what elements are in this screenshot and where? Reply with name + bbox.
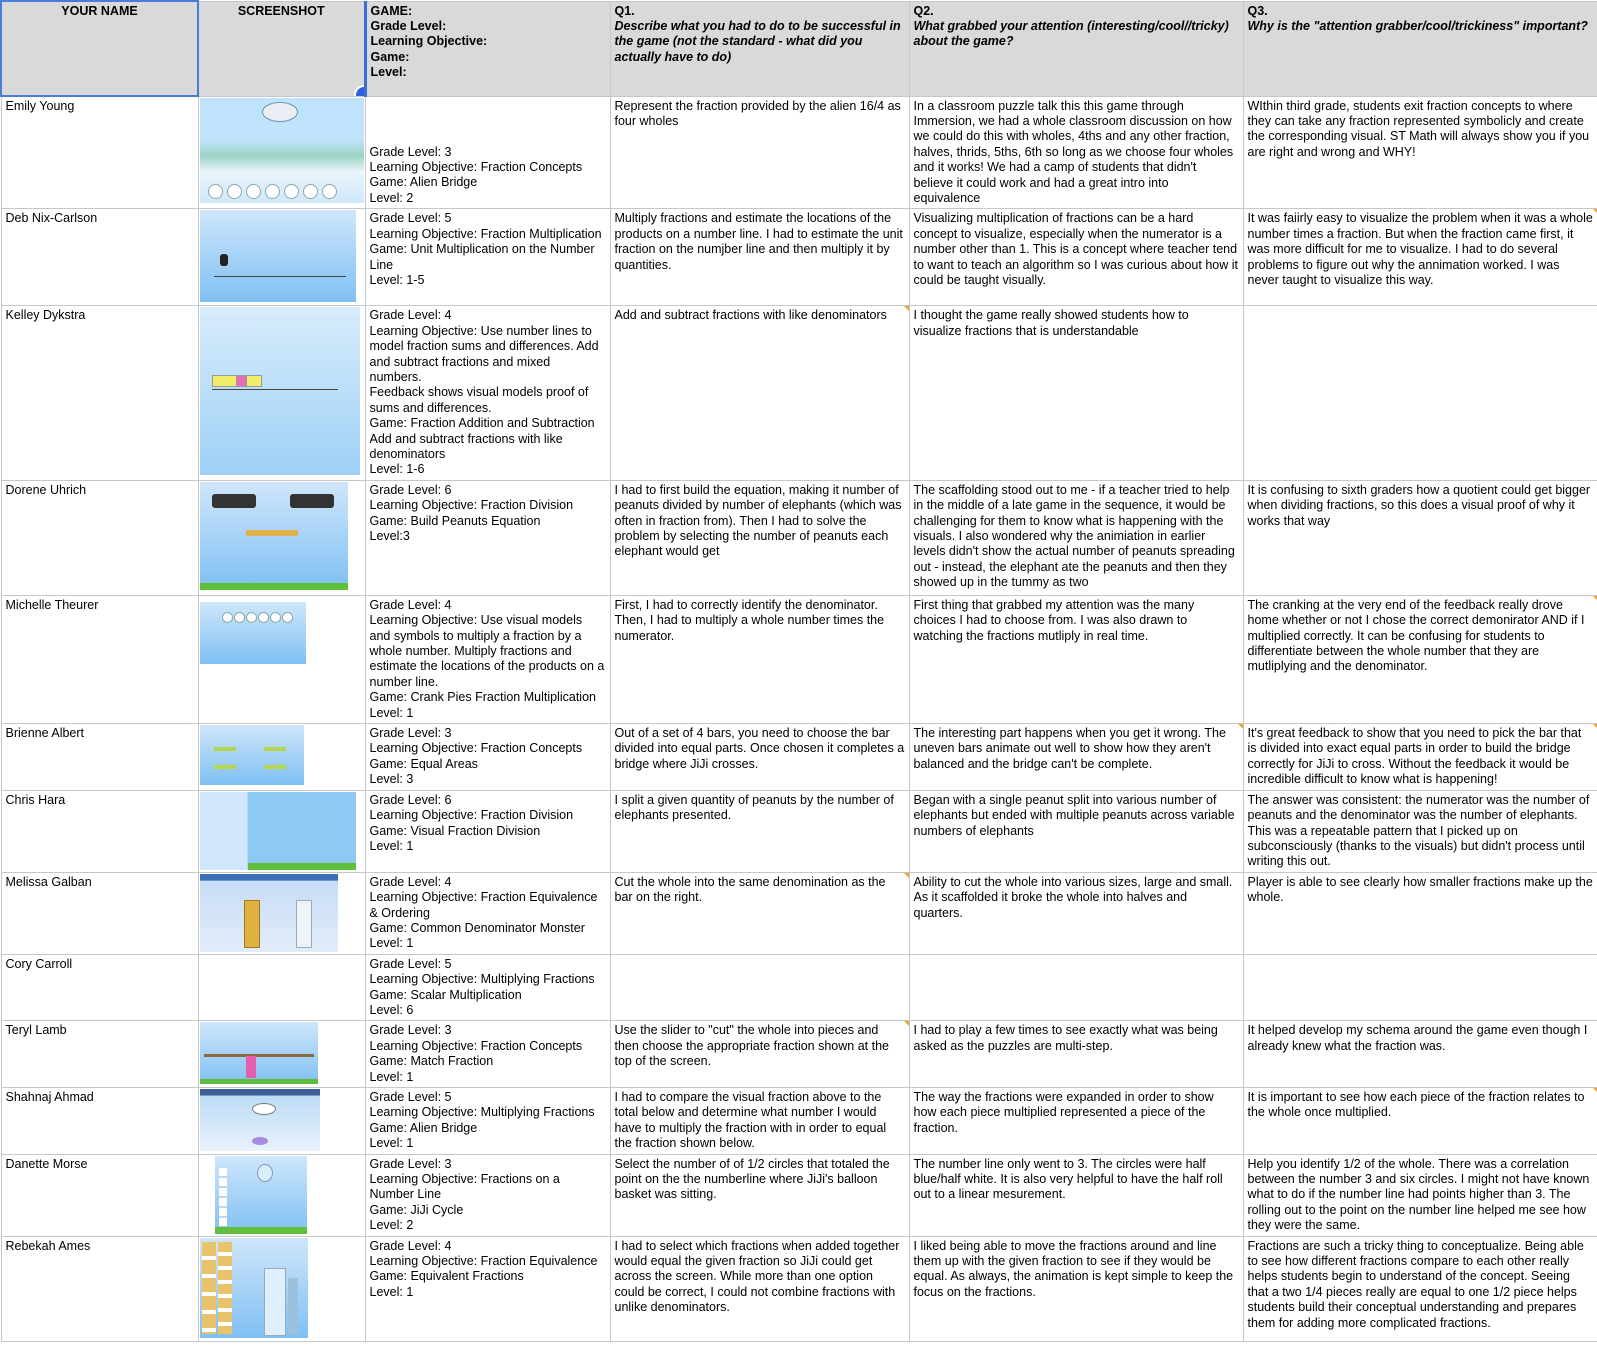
game-line: Level: 1-5 <box>369 272 425 287</box>
screenshot-cell[interactable] <box>198 480 365 595</box>
screenshot-cell[interactable] <box>198 96 365 209</box>
game-line: Level: 2 <box>369 1218 414 1233</box>
game-cell[interactable] <box>365 790 610 872</box>
q1-cell[interactable]: I had to first build the equation, making it number of peanuts divided by number of elephants (which was often in fraction from). Then I had to solve the problem by selecting the number of peanuts each elephant would get <box>610 480 909 595</box>
q1-cell[interactable]: First, I had to correctly identify the denominator. Then, I had to multiply a whole number times the numerator. <box>610 595 909 723</box>
name-cell[interactable]: Chris Hara <box>1 790 198 872</box>
game-line: Grade Level: 4 <box>369 1238 452 1253</box>
q3-cell[interactable]: Fractions are such a tricky thing to conceptualize. Being able to see how different fractions compare to each other really helps students begin to understand of the concept. Seeing that a two 1/4 pieces really are equal to one 1/2 piece helps students build their conceptual understanding and prepares them for adding more complicated fractions. <box>1243 1236 1597 1341</box>
game-line: Level: 1 <box>369 838 414 853</box>
header-row <box>1 1 1597 96</box>
header-q1-text: Describe what you had to do to be successful in the game (not the standard - what did you actually have to do) <box>614 18 901 64</box>
game-line: Learning Objective: Fraction Concepts <box>369 1038 583 1053</box>
table-row <box>1 1088 1597 1155</box>
game-line: Grade Level: 6 <box>369 482 452 497</box>
peanut-row <box>246 530 298 536</box>
screenshot-cell[interactable] <box>198 1154 365 1236</box>
name-cell[interactable]: Emily Young <box>1 96 198 209</box>
header-q1-title: Q1. <box>614 3 635 18</box>
q1-cell[interactable]: Add and subtract fractions with like denominators <box>610 306 909 480</box>
header-screenshot[interactable] <box>198 1 365 96</box>
table-row <box>1 209 1597 306</box>
table-row <box>1 480 1597 595</box>
game-line: Level: 6 <box>369 1002 414 1017</box>
game-screenshot-thumbnail <box>200 210 356 302</box>
game-screenshot-thumbnail <box>200 792 356 870</box>
game-cell[interactable] <box>365 96 610 209</box>
fraction-bar-right <box>296 900 312 948</box>
screenshot-cell[interactable] <box>198 872 365 954</box>
game-line: Game: Crank Pies Fraction Multiplication <box>369 690 596 705</box>
screenshot-cell[interactable] <box>198 724 365 791</box>
jiji-penguin-icon <box>220 254 228 266</box>
header-game-line: Learning Objective: <box>370 34 488 49</box>
game-line: Grade Level: 3 <box>369 144 452 159</box>
screenshot-cell[interactable] <box>198 595 365 723</box>
q1-cell[interactable] <box>610 954 909 1021</box>
q2-cell[interactable]: In a classroom puzzle talk this this game through Immersion, we had a whole classroom discussion on how we could do this with wholes, 4ths and any other fraction, halves, thrids, 5ths, 6th so long as we choose four wholes and it works! We had a camp of students that didn't believe it could work and had a great intro into equivalence <box>909 96 1243 209</box>
game-cell[interactable] <box>365 724 610 791</box>
game-line: Grade Level: 6 <box>369 792 452 807</box>
name-cell[interactable]: Melissa Galban <box>1 872 198 954</box>
q3-cell[interactable]: The answer was consistent: the numerator was the number of peanuts and the denominator was the number of elephants. This was a repeatable pattern that I picked up on subconsciously (thanks to the visuals) but didn't process until writing this out. <box>1243 790 1597 872</box>
q3-cell[interactable]: It is confusing to sixth graders how a quotient could get bigger when dividing fractions, so this does a visual proof of why it works that way <box>1243 480 1597 595</box>
q3-cell[interactable]: WIthin third grade, students exit fraction concepts to where they can take any fraction represented symbolicly and create the corresponding visual. ST Math will always show you if you are right and wrong and WHY! <box>1243 96 1597 209</box>
q3-cell[interactable] <box>1243 954 1597 1021</box>
q3-cell[interactable] <box>1243 306 1597 480</box>
screenshot-cell[interactable] <box>198 1021 365 1088</box>
header-q3[interactable] <box>1243 1 1597 96</box>
game-line: Level: 1-6 <box>369 462 425 477</box>
header-game[interactable] <box>365 1 610 96</box>
game-line: Learning Objective: Multiplying Fractions <box>369 1105 595 1120</box>
game-cell[interactable] <box>365 209 610 306</box>
balloon-icon <box>257 1164 273 1182</box>
game-line: Learning Objective: Fraction Concepts <box>369 741 583 756</box>
game-cell[interactable] <box>365 954 610 1021</box>
game-line: Level: 3 <box>369 772 414 787</box>
game-line: Learning Objective: Fractions on a Number Line <box>369 1172 560 1202</box>
game-line: Game: Unit Multiplication on the Number Line <box>369 242 595 272</box>
name-cell[interactable]: Michelle Theurer <box>1 595 198 723</box>
game-line: Learning Objective: Fraction Division <box>369 498 574 513</box>
game-line: Game: Fraction Addition and Subtraction Add and subtract fractions with like denominators <box>369 416 595 461</box>
header-q2-text: What grabbed your attention (interesting/cool//tricky) about the game? <box>913 18 1229 49</box>
q2-cell[interactable]: I thought the game really showed students how to visualize fractions that is understandable <box>909 306 1243 480</box>
game-line: Level: 1 <box>369 936 414 951</box>
q3-cell[interactable]: Player is able to see clearly how smaller fractions make up the whole. <box>1243 872 1597 954</box>
q1-cell[interactable]: Select the number of of 1/2 circles that totaled the point on the the numberline where JiJi's balloon basket was sitting. <box>610 1154 909 1236</box>
q2-cell[interactable]: The scaffolding stood out to me - if a teacher tried to help in the middle of a late game in the sequence, it would be challenging for them to know what is happening with the visuals. I also wondered why the animiation in earlier levels didn't show the actual number of peanuts spreading out - instead, the elephant ate the peanuts and then they showed up in the tummy as two <box>909 480 1243 595</box>
q1-cell[interactable]: I had to compare the visual fraction above to the total below and determine what number I would have to multiply the fraction with in order to equal the fraction shown below. <box>610 1088 909 1155</box>
q3-cell[interactable]: It helped develop my schema around the game even though I already knew what the fraction was. <box>1243 1021 1597 1088</box>
table-row <box>1 595 1597 723</box>
game-cell[interactable] <box>365 595 610 723</box>
q2-cell[interactable] <box>909 954 1243 1021</box>
header-game-line: Level: <box>370 65 407 80</box>
game-line: Grade Level: 4 <box>369 874 452 889</box>
name-cell[interactable]: Cory Carroll <box>1 954 198 1021</box>
game-line: Grade Level: 3 <box>369 726 452 741</box>
game-line: Grade Level: 4 <box>369 597 452 612</box>
game-line: Grade Level: 5 <box>369 1090 452 1104</box>
game-screenshot-thumbnail <box>200 602 306 664</box>
q1-cell[interactable]: Use the slider to "cut" the whole into pieces and then choose the appropriate fraction shown at the top of the screen. <box>610 1021 909 1088</box>
selection-fill-handle[interactable] <box>354 85 366 97</box>
game-line: Game: Alien Bridge <box>369 1120 478 1135</box>
screenshot-cell[interactable] <box>198 1088 365 1155</box>
alien-ship-icon <box>262 102 298 122</box>
header-q3-title: Q3. <box>1247 3 1268 18</box>
game-line: Grade Level: 4 <box>369 308 452 323</box>
header-your-name[interactable]: YOUR NAME <box>1 1 198 96</box>
q3-cell[interactable]: It is important to see how each piece of the fraction relates to the whole once multiplied. <box>1243 1088 1597 1155</box>
name-cell[interactable]: Rebekah Ames <box>1 1236 198 1341</box>
game-cell[interactable] <box>365 872 610 954</box>
game-line: Learning Objective: Fraction Concepts <box>369 159 583 174</box>
q1-cell[interactable]: I had to select which fractions when added together would equal the given fraction so JiJi could get across the screen. While more than one option could be correct, I could not combine fractions with unlike denominators. <box>610 1236 909 1341</box>
game-line: Game: Scalar Multiplication <box>369 987 522 1002</box>
game-line: Learning Objective: Fraction Equivalence & Ordering <box>369 890 598 920</box>
game-line: Game: JiJi Cycle <box>369 1202 464 1217</box>
game-line: Level:3 <box>369 529 410 544</box>
name-cell[interactable]: Brienne Albert <box>1 724 198 791</box>
q2-cell[interactable]: Visualizing multiplication of fractions can be a hard concept to visualize, especially when the numerator is a number other than 1. This is a concept where teacher tend to want to teach an algorithm so I was curious about how it could be taught visually. <box>909 209 1243 306</box>
game-line: Feedback shows visual models proof of sums and differences. <box>369 385 589 415</box>
screenshot-cell[interactable] <box>198 790 365 872</box>
table-row <box>1 724 1597 791</box>
name-cell[interactable]: Deb Nix-Carlson <box>1 209 198 306</box>
name-cell[interactable]: Dorene Uhrich <box>1 480 198 595</box>
game-line: Grade Level: 5 <box>369 956 452 971</box>
game-screenshot-thumbnail <box>215 1156 307 1234</box>
screenshot-cell[interactable] <box>198 306 365 480</box>
game-line: Learning Objective: Fraction Division <box>369 808 574 823</box>
table-row <box>1 1236 1597 1341</box>
q2-cell[interactable]: Began with a single peanut split into various number of elephants but ended with multiple peanuts across variable numbers of elephants <box>909 790 1243 872</box>
game-line: Grade Level: 3 <box>369 1156 452 1171</box>
q3-cell[interactable]: Help you identify 1/2 of the whole. There was a correlation between the number 3 and six circles. I might not have known what to do if the number line had points higher than 3. The rolling out to the point on the number line helped me see how they were the same. <box>1243 1154 1597 1236</box>
game-line: Learning Objective: Use number lines to model fraction sums and differences. Add and subtract fractions and mixed numbers. <box>369 323 599 384</box>
table-row <box>1 1021 1597 1088</box>
game-screenshot-thumbnail <box>200 98 364 203</box>
screenshot-cell[interactable] <box>198 954 365 1021</box>
q1-cell[interactable]: Cut the whole into the same denomination as the bar on the right. <box>610 872 909 954</box>
name-cell[interactable]: Shahnaj Ahmad <box>1 1088 198 1155</box>
game-screenshot-thumbnail <box>200 725 304 785</box>
game-cell[interactable] <box>365 1088 610 1155</box>
game-line: Learning Objective: Fraction Equivalence <box>369 1254 598 1269</box>
game-line: Level: 1 <box>369 1136 414 1151</box>
q1-cell[interactable]: I split a given quantity of peanuts by the number of elephants presented. <box>610 790 909 872</box>
game-line: Game: Visual Fraction Division <box>369 823 541 838</box>
game-cell[interactable] <box>365 306 610 480</box>
q2-cell[interactable]: I liked being able to move the fractions around and line them up with the given fraction to see if they would be equal. As always, the animation is kept simple to keep the focus on the fractions. <box>909 1236 1243 1341</box>
header-q2-title: Q2. <box>913 3 934 18</box>
alien-ship-icon <box>252 1103 276 1115</box>
game-line: Game: Alien Bridge <box>369 175 478 190</box>
fraction-bar-left <box>244 900 260 948</box>
game-line: Grade Level: 5 <box>369 211 452 226</box>
game-cell[interactable] <box>365 1236 610 1341</box>
game-line: Game: Equal Areas <box>369 756 478 771</box>
game-line: Game: Equivalent Fractions <box>369 1269 524 1284</box>
game-line: Learning Objective: Use visual models and symbols to multiply a fraction by a whole number. Multiply fractions and estimate the locations of the products on a number line. <box>369 613 605 689</box>
game-line: Level: 1 <box>369 1284 414 1299</box>
name-cell[interactable]: Danette Morse <box>1 1154 198 1236</box>
game-screenshot-thumbnail <box>200 1238 308 1338</box>
header-q2[interactable] <box>909 1 1243 96</box>
q2-cell[interactable]: I had to play a few times to see exactly what was being asked as the puzzles are multi-step. <box>909 1021 1243 1088</box>
game-line: Grade Level: 3 <box>369 1023 452 1038</box>
q2-cell[interactable]: The number line only went to 3. The circles were half blue/half white. It is also very helpful to have the half roll out to a linear mesurement. <box>909 1154 1243 1236</box>
number-line <box>212 389 338 390</box>
game-line: Level: 1 <box>369 705 414 720</box>
q1-cell[interactable]: Represent the fraction provided by the alien 16/4 as four wholes <box>610 96 909 209</box>
game-line: Level: 1 <box>369 1069 414 1084</box>
q2-cell[interactable]: First thing that grabbed my attention was the many choices I had to choose from. I was also drawn to watching the fractions mutliply in real time. <box>909 595 1243 723</box>
game-screenshot-thumbnail <box>200 874 338 952</box>
q2-cell[interactable]: The way the fractions were expanded in order to show how each piece multiplied represented a piece of the fraction. <box>909 1088 1243 1155</box>
game-screenshot-thumbnail <box>200 1089 320 1151</box>
game-cell[interactable] <box>365 1154 610 1236</box>
header-screenshot-label: SCREENSHOT <box>237 3 325 18</box>
game-screenshot-thumbnail <box>200 307 360 475</box>
game-screenshot-thumbnail <box>200 1022 318 1084</box>
game-line: Learning Objective: Multiplying Fractions <box>369 972 595 987</box>
game-screenshot-thumbnail <box>200 482 348 590</box>
header-q3-text: Why is the "attention grabber/cool/trickiness" important? <box>1247 18 1588 33</box>
q3-cell[interactable]: The cranking at the very end of the feedback really drove home whether or not I chose the correct demonirator AND if I multiplied correctly. It can be confusing for students to differentiate between the whole number that they are mutliplying and the denominator. <box>1243 595 1597 723</box>
game-cell[interactable] <box>365 1021 610 1088</box>
game-line: Game: Build Peanuts Equation <box>369 513 541 528</box>
q3-cell[interactable]: It's great feedback to show that you need to pick the bar that is divided into exact equal parts in order to build the bridge correctly for JiJi to cross. Without the feedback it would be incredible difficult to know what is happening! <box>1243 724 1597 791</box>
table-row <box>1 306 1597 480</box>
table-row <box>1 96 1597 209</box>
game-cell[interactable] <box>365 480 610 595</box>
q1-cell[interactable]: Multiply fractions and estimate the locations of the products on a number line. I had to estimate the unit fraction on the numjber line and then multiply it by quantities. <box>610 209 909 306</box>
game-line: Game: Match Fraction <box>369 1054 494 1069</box>
game-line: Level: 2 <box>369 190 414 205</box>
name-cell[interactable]: Teryl Lamb <box>1 1021 198 1088</box>
q2-cell[interactable]: Ability to cut the whole into various sizes, large and small. As it scaffolded it broke the whole into halves and quarters. <box>909 872 1243 954</box>
header-game-line: Grade Level: <box>370 18 447 33</box>
header-q1[interactable] <box>610 1 909 96</box>
header-game-line: Game: <box>370 49 410 64</box>
screenshot-cell[interactable] <box>198 209 365 306</box>
q3-cell[interactable]: It was faiirly easy to visualize the problem when it was a whole number times a fraction. But when the fraction came first, it was more difficult for me to visualize. I had to do several problems to figure out why the annimation worked. I was never taught to visualize this way. <box>1243 209 1597 306</box>
table-row <box>1 872 1597 954</box>
table-row <box>1 1154 1597 1236</box>
screenshot-cell[interactable] <box>198 1236 365 1341</box>
header-game-line: GAME: <box>370 3 413 18</box>
name-cell[interactable]: Kelley Dykstra <box>1 306 198 480</box>
q1-cell[interactable]: Out of a set of 4 bars, you need to choose the bar divided into equal parts. Once chosen it completes a bridge where JiJi crosses. <box>610 724 909 791</box>
game-line: Game: Common Denominator Monster <box>369 920 585 935</box>
table-row <box>1 790 1597 872</box>
game-line: Learning Objective: Fraction Multiplication <box>369 226 602 241</box>
number-line <box>214 276 346 277</box>
q2-cell[interactable]: The interesting part happens when you get it wrong. The uneven bars animate out well to show how they aren't balanced and the bridge can't be complete. <box>909 724 1243 791</box>
table-row <box>1 954 1597 1021</box>
pink-bar <box>246 1056 256 1078</box>
